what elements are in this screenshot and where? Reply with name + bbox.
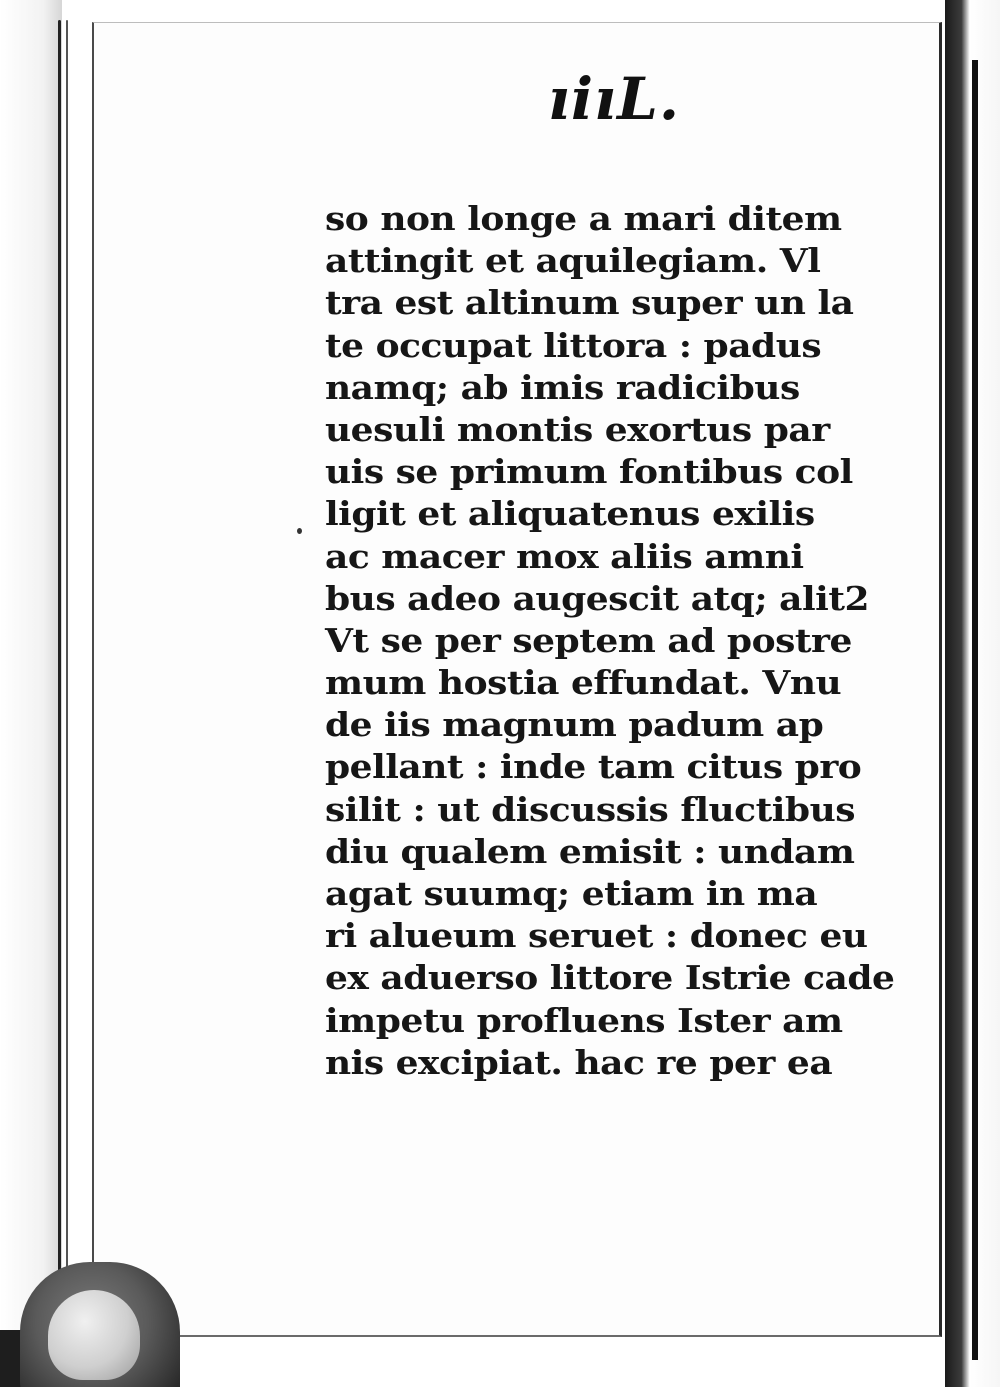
- text-line: tra est altinum super un la: [325, 284, 854, 323]
- text-line: ri alueum seruet : donec eu: [325, 916, 868, 956]
- text-line: Vt se per septem ad postre: [325, 621, 852, 661]
- text-line: uesuli montis exortus par: [325, 410, 830, 450]
- thumbnail-highlight: [48, 1290, 140, 1380]
- text-line: pellant : inde tam citus pro: [325, 748, 862, 787]
- stray-ink-mark: [297, 528, 302, 534]
- text-line: impetu profluens Ister am: [325, 1001, 843, 1040]
- text-line: diu qualem emisit : undam: [325, 832, 855, 872]
- binding-rule-right: [972, 60, 978, 1360]
- text-line: uis se primum fontibus col: [325, 452, 853, 492]
- text-line: ex aduerso littore Istrie cade: [325, 959, 895, 998]
- previous-leaf-edge: [0, 0, 62, 1387]
- text-line: te occupat littora : padus: [325, 326, 822, 365]
- text-line: so non longe a mari ditem: [325, 199, 842, 239]
- text-line: silit : ut discussis fluctibus: [325, 790, 856, 829]
- text-line: de iis magnum padum ap: [325, 705, 824, 745]
- text-line: bus adeo augescit atq; alit2: [325, 579, 869, 619]
- folio-number: ıiıL.: [548, 65, 681, 133]
- text-line: mum hostia effundat. Vnu: [325, 663, 842, 703]
- text-line: attingit et aquilegiam. Vl: [325, 241, 821, 281]
- text-line: nis excipiat. hac re per ea: [325, 1043, 833, 1083]
- binding-rule-left: [58, 20, 61, 1350]
- text-line: ac macer mox aliis amni: [325, 537, 804, 576]
- text-line: namq; ab imis radicibus: [325, 368, 800, 408]
- manuscript-text-block: [325, 198, 895, 1084]
- text-line: agat suumq; etiam in ma: [325, 874, 818, 914]
- binding-rule-left-inner: [66, 20, 68, 1350]
- text-line: ligit et aliquatenus exilis: [325, 495, 815, 534]
